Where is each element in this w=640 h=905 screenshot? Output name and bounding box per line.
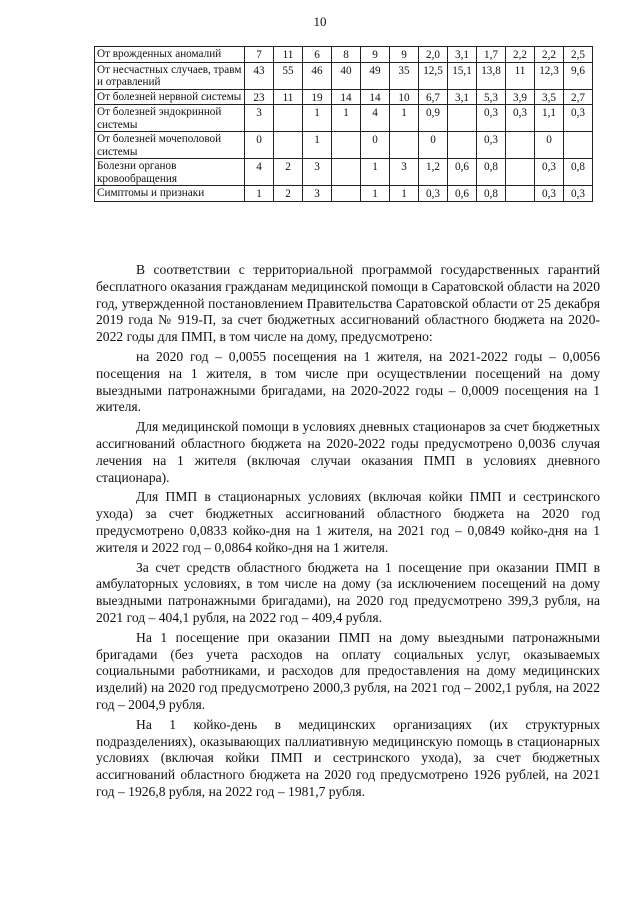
table-row — [95, 132, 593, 159]
table-cell — [332, 159, 361, 186]
table-cell: 19 — [303, 89, 332, 105]
table-cell — [506, 132, 535, 159]
table-cell: 49 — [361, 62, 390, 89]
body-text — [96, 262, 600, 804]
table-cell: 46 — [303, 62, 332, 89]
table-cell: 3,9 — [506, 89, 535, 105]
table-cell: 12,5 — [419, 62, 448, 89]
table-cell: 12,3 — [535, 62, 564, 89]
row-label: От болезней мочеполовой системы — [95, 132, 245, 159]
table-cell: 0,6 — [448, 186, 477, 202]
table-cell: 14 — [361, 89, 390, 105]
table-cell: 0,3 — [477, 105, 506, 132]
table-cell: 9 — [361, 47, 390, 63]
table-cell: 9,6 — [564, 62, 593, 89]
mortality-table — [94, 46, 593, 202]
table-cell: 0,3 — [535, 159, 564, 186]
row-label: Симптомы и признаки — [95, 186, 245, 202]
table-cell: 11 — [274, 47, 303, 63]
row-label: От несчастных случаев, травм и отравлений — [95, 62, 245, 89]
paragraph: Для медицинской помощи в условиях дневных стационаров за счет бюджетных ассигнований областного бюджета на 2020-2022 годы предусмотрено 0,0036 случая лечения на 1 жителя (включая случаи оказания ПМП в условиях дневного стационара). — [96, 419, 600, 485]
table-cell: 1,2 — [419, 159, 448, 186]
table-cell: 0,3 — [564, 105, 593, 132]
row-label: Болезни органов кровообращения — [95, 159, 245, 186]
table-cell: 40 — [332, 62, 361, 89]
table-cell: 1 — [332, 105, 361, 132]
row-label: От врожденных аномалий — [95, 47, 245, 63]
table-cell: 3 — [245, 105, 274, 132]
table-cell: 3,1 — [448, 89, 477, 105]
table-cell: 6 — [303, 47, 332, 63]
paragraph: В соответствии с территориальной программой государственных гарантий бесплатного оказания гражданам медицинской помощи в Саратовской области на 2020 год, утвержденной постановлением Правительства Саратовской области от 25 декабря 2019 года № 919-П, за счет бюджетных ассигнований областного бюджета на 2020-2022 годы для ПМП, в том числе на дому, предусмотрено: — [96, 262, 600, 345]
table-cell: 2 — [274, 186, 303, 202]
table-cell: 3 — [303, 186, 332, 202]
table-cell: 2 — [274, 159, 303, 186]
table-cell: 0,8 — [477, 159, 506, 186]
table-cell: 2,2 — [506, 47, 535, 63]
table-cell: 55 — [274, 62, 303, 89]
table-cell: 0,9 — [419, 105, 448, 132]
table-cell: 0 — [245, 132, 274, 159]
table-cell: 7 — [245, 47, 274, 63]
table-cell: 6,7 — [419, 89, 448, 105]
paragraph: На 1 посещение при оказании ПМП на дому выездными патронажными бригадами (без учета расходов на оплату социальных услуг, оказываемых социальными работниками, и расходов для предоставления на дому медицинских изделий) на 2020 год предусмотрено 2000,3 рубля, на 2021 год – 2002,1 рубля, на 2022 год – 2004,9 рубля. — [96, 629, 600, 712]
table-cell: 0,3 — [477, 132, 506, 159]
table-cell: 0,3 — [506, 105, 535, 132]
paragraph: на 2020 год – 0,0055 посещения на 1 жителя, на 2021-2022 годы – 0,0056 посещения на 1 жителя, в том числе при осуществлении посещений на дому выездными патронажными бригадами, на 2020-2022 годы – 0,0009 посещения на 1 жителя. — [96, 348, 600, 415]
table-cell: 2,7 — [564, 89, 593, 105]
table-cell: 1,7 — [477, 47, 506, 63]
table-row — [95, 159, 593, 186]
table-row — [95, 89, 593, 105]
table-cell: 2,5 — [564, 47, 593, 63]
table-cell: 13,8 — [477, 62, 506, 89]
table-cell: 0 — [535, 132, 564, 159]
table-cell: 15,1 — [448, 62, 477, 89]
table-cell — [332, 186, 361, 202]
row-label: От болезней эндокринной системы — [95, 105, 245, 132]
table-cell — [390, 132, 419, 159]
table-cell: 1 — [361, 159, 390, 186]
paragraph: Для ПМП в стационарных условиях (включая койки ПМП и сестринского ухода) за счет бюджетных ассигнований областного бюджета на 2020 год предусмотрено 0,0833 койко-дня на 1 жителя, на 2021 год – 0,0849 койко-дня на 1 жителя и 2022 год – 0,0864 койко-дня на 1 жителя. — [96, 489, 600, 555]
table-cell: 1 — [390, 186, 419, 202]
paragraph: На 1 койко-день в медицинских организациях (их структурных подразделениях), оказывающих паллиативную медицинскую помощь в стационарных условиях (включая койки ПМП и сестринского ухода), за счет бюджетных ассигнований областного бюджета на 2020 год предусмотрено 1926 рублей, на 2021 год – 1926,8 рубля, на 2022 год – 1981,7 рубля. — [96, 716, 600, 799]
table-cell — [274, 105, 303, 132]
table-cell — [448, 132, 477, 159]
table-cell: 5,3 — [477, 89, 506, 105]
table-cell: 0 — [361, 132, 390, 159]
table-cell: 43 — [245, 62, 274, 89]
table-cell: 4 — [361, 105, 390, 132]
table-cell — [564, 132, 593, 159]
table-cell — [506, 186, 535, 202]
table-cell: 3,1 — [448, 47, 477, 63]
table-cell: 3 — [303, 159, 332, 186]
table-cell: 0,8 — [564, 159, 593, 186]
table-row — [95, 62, 593, 89]
page-number: 10 — [313, 14, 327, 29]
table-cell — [274, 132, 303, 159]
table-cell: 0,3 — [419, 186, 448, 202]
table-row — [95, 186, 593, 202]
table-cell: 2,0 — [419, 47, 448, 63]
table-cell: 2,2 — [535, 47, 564, 63]
table-cell: 0,8 — [477, 186, 506, 202]
table-cell — [332, 132, 361, 159]
table-cell: 1 — [303, 132, 332, 159]
table-cell: 4 — [245, 159, 274, 186]
table-cell: 1 — [245, 186, 274, 202]
table-cell: 35 — [390, 62, 419, 89]
table-cell: 3,5 — [535, 89, 564, 105]
table-cell: 0,6 — [448, 159, 477, 186]
table-cell: 8 — [332, 47, 361, 63]
table-row — [95, 105, 593, 132]
table-cell: 23 — [245, 89, 274, 105]
paragraph: За счет средств областного бюджета на 1 посещение при оказании ПМП в амбулаторных условиях, в том числе на дому (за исключением посещений на дому выездными патронажными бригадами), на 2020 год предусмотрено 399,3 рубля, на 2021 год – 404,1 рубля, на 2022 год – 409,4 рубля. — [96, 559, 600, 625]
table-cell: 9 — [390, 47, 419, 63]
table-cell: 1 — [303, 105, 332, 132]
table-cell: 11 — [274, 89, 303, 105]
table-cell: 11 — [506, 62, 535, 89]
table-cell: 0,3 — [535, 186, 564, 202]
table-cell — [448, 105, 477, 132]
table-cell — [506, 159, 535, 186]
table-row — [95, 47, 593, 63]
table-cell: 0 — [419, 132, 448, 159]
table-cell: 14 — [332, 89, 361, 105]
table-cell: 1 — [361, 186, 390, 202]
table-cell: 1,1 — [535, 105, 564, 132]
table-cell: 3 — [390, 159, 419, 186]
table-cell: 1 — [390, 105, 419, 132]
table-cell: 10 — [390, 89, 419, 105]
row-label: От болезней нервной системы — [95, 89, 245, 105]
table-cell: 0,3 — [564, 186, 593, 202]
